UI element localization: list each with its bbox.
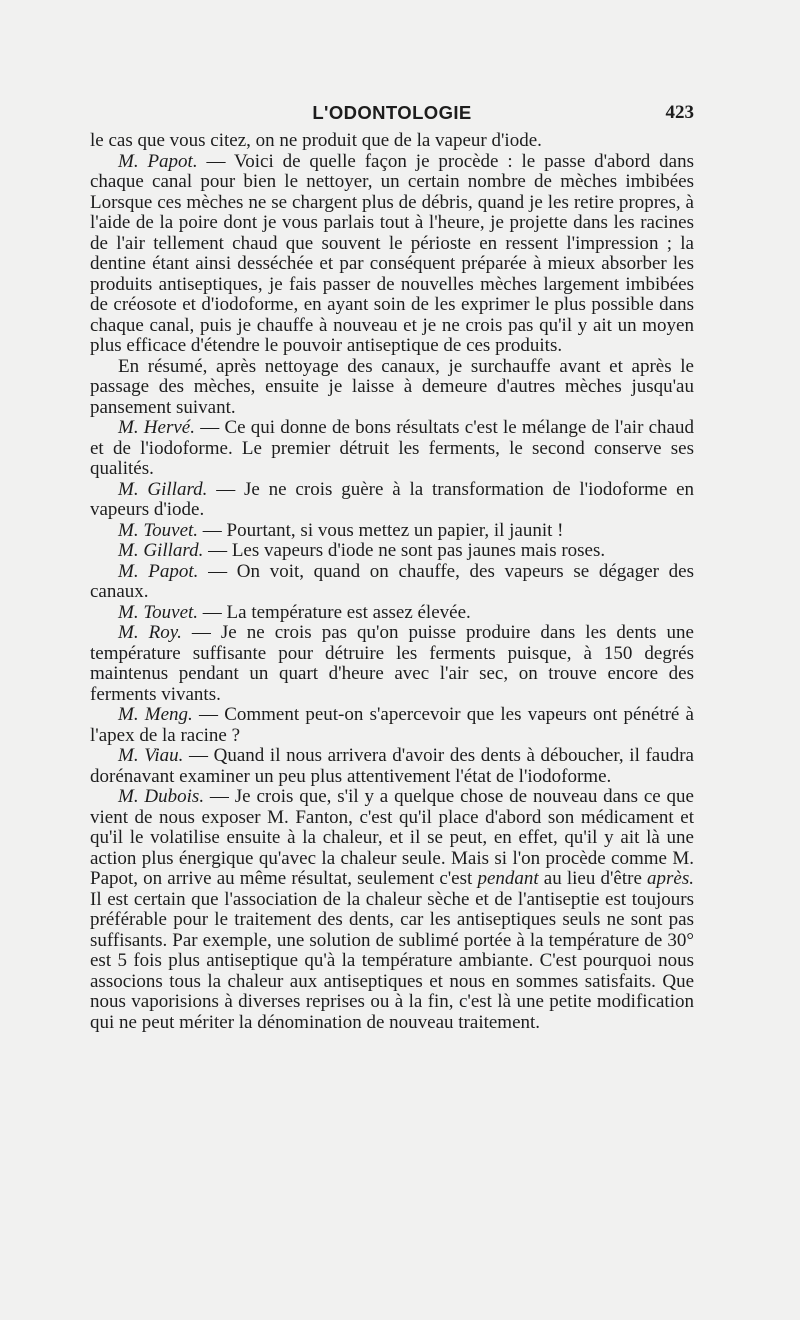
- body-text: [90, 131, 694, 1033]
- paragraph-text: — Je ne crois pas qu'on puisse produire dans les dents une température suffisante pour détruire les ferments puisque, à 150 degrés maintenus pendant un quart d'heure avec l'air sec, on trouve encore des ferments vivants.: [90, 622, 694, 705]
- paragraph: [90, 480, 694, 521]
- paragraph-text: — Comment peut-on s'apercevoir que les vapeurs ont pénétré à l'apex de la racine ?: [90, 704, 694, 746]
- paragraph: [90, 787, 694, 1033]
- paragraph: [90, 521, 694, 542]
- paragraph: [90, 541, 694, 562]
- paragraph-text: — Quand il nous arrivera d'avoir des dents à déboucher, il faudra dorénavant examiner un peu plus attentivement l'état de l'iodoforme.: [90, 745, 694, 787]
- speaker-name: M. Gillard.: [118, 478, 208, 500]
- paragraph-text: au lieu d'être: [538, 868, 648, 889]
- paragraph-text: — Je crois que, s'il y a quelque chose de nouveau dans ce que vient de nous exposer M. Fanton, c'est qu'il place d'abord son médicament et qu'il le volatilise ensuite à la chaleur, et il se peut, en effet, qu'il y ait là une action plus énergique qu'avec la chaleur seule. Mais si l'on procède comme M. Papot, on arrive au même résultat, seulement c'est: [90, 786, 694, 889]
- speaker-name: M. Touvet.: [118, 601, 199, 623]
- paragraph-text: — Je ne crois guère à la transformation de l'iodoforme en vapeurs d'iode.: [90, 478, 695, 520]
- emphasized-word: pendant: [477, 868, 539, 889]
- paragraph-text: — Voici de quelle façon je procède : le passe d'abord dans chaque canal pour bien le nettoyer, un certain nombre de mèches imbibées Lorsque ces mèches ne se chargent plus de débris, quand je les retire propres, à l'aide de la poire dont je vous parlais tout à l'heure, je projette dans les racines de l'air tellement chaud que souvent le périoste en ressent l'impression ; la dentine étant ainsi desséchée et par conséquent préparée à mieux absorber les produits antiseptiques, je fais passer de nouvelles mèches largement imbibées de créosote et d'iodoforme, en ayant soin de les exprimer le plus possible dans chaque canal, puis je chauffe à nouveau et je ne crois pas qu'il y ait un moyen plus efficace d'étendre le pouvoir antiseptique de ces produits.: [90, 150, 694, 356]
- speaker-name: M. Papot.: [118, 560, 199, 582]
- paragraph-text: — Les vapeurs d'iode ne sont pas jaunes mais roses.: [203, 540, 606, 561]
- paragraph-text: Il est certain que l'association de la chaleur sèche et de l'antiseptie est toujours préférable pour le traitement des dents, car les antiseptiques seuls ne sont pas suffisants. Par exemple, une solution de sublimé portée à la température de 30° est 5 fois plus antiseptique qu'à la température ambiante. C'est pourquoi nous associons tous la chaleur aux antiseptiques et nous en sommes satisfaits. Que nous vaporisions à diverses reprises ou à la fin, c'est là une petite modification qui ne peut mériter la dénomination de nouveau traitement.: [90, 888, 694, 1033]
- paragraph: [90, 562, 694, 603]
- emphasized-word: après.: [647, 868, 694, 889]
- paragraph: [90, 357, 694, 419]
- paragraph-text: — Ce qui donne de bons résultats c'est le mélange de l'air chaud et de l'iodoforme. Le premier détruit les ferments, le second conserve ses qualités.: [90, 417, 694, 479]
- paragraph: [90, 603, 694, 624]
- paragraph-text: — Pourtant, si vous mettez un papier, il jaunit !: [198, 519, 564, 541]
- paragraph: [90, 623, 694, 705]
- page-number: 423: [665, 102, 694, 123]
- paragraph: [90, 705, 694, 746]
- paragraph: [90, 418, 694, 480]
- speaker-name: M. Viau.: [118, 745, 184, 766]
- paragraph-text: — La température est assez élevée.: [198, 601, 471, 623]
- paragraph: [90, 131, 694, 152]
- journal-title: L'ODONTOLOGIE: [312, 102, 472, 123]
- speaker-name: M. Gillard.: [118, 540, 204, 561]
- speaker-name: M. Meng.: [118, 704, 193, 725]
- speaker-name: M. Papot.: [118, 150, 198, 172]
- paragraph-text: — On voit, quand on chauffe, des vapeurs se dégager des canaux.: [90, 560, 694, 602]
- speaker-name: M. Roy.: [118, 622, 182, 643]
- speaker-name: M. Hervé.: [118, 417, 195, 438]
- paragraph-text: le cas que vous citez, on ne produit que de la vapeur d'iode.: [90, 130, 542, 151]
- paragraph-text: En résumé, après nettoyage des canaux, je surchauffe avant et après le passage des mèches, ensuite je laisse à demeure d'autres mèches jusqu'au pansement suivant.: [90, 355, 694, 418]
- paragraph: [90, 746, 694, 787]
- running-head: [90, 102, 694, 128]
- speaker-name: M. Touvet.: [118, 519, 199, 541]
- speaker-name: M. Dubois.: [118, 786, 205, 807]
- paragraph: [90, 152, 694, 357]
